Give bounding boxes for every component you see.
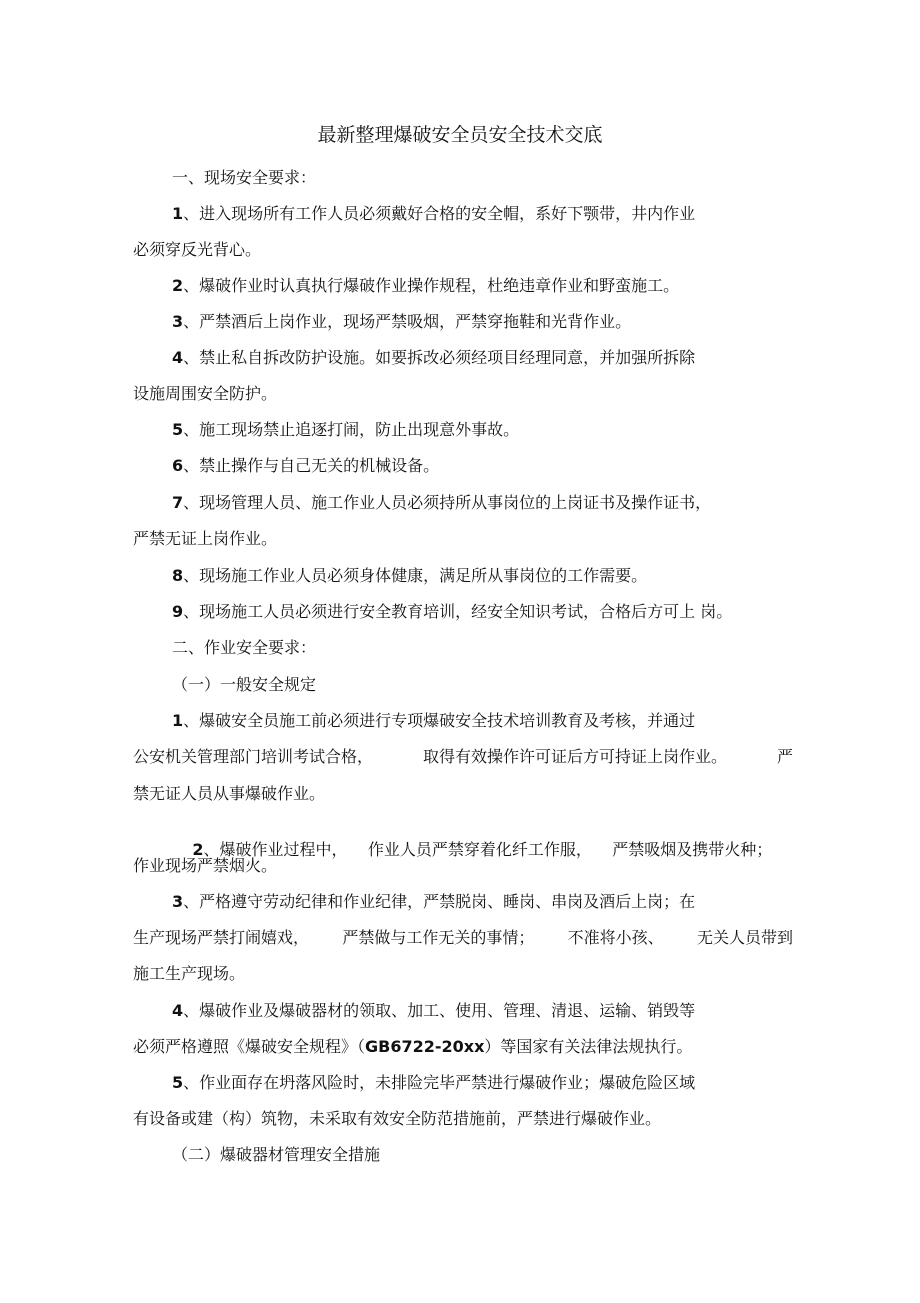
list-item: 7、现场管理人员、施工作业人员必须持所从事岗位的上岗证书及操作证书， [172, 493, 712, 512]
list-item: 3、严禁酒后上岗作业，现场严禁吸烟，严禁穿拖鞋和光背作业。 [172, 312, 632, 331]
list-item-continuation: 禁无证人员从事爆破作业。 [133, 784, 326, 803]
list-item: 5、施工现场禁止追逐打闹，防止出现意外事故。 [172, 420, 520, 439]
list-item: 1、进入现场所有工作人员必须戴好合格的安全帽，系好下颚带，井内作业 [172, 204, 696, 223]
section-heading-1: 一、现场安全要求： [172, 168, 317, 187]
list-item-continuation: 生产现场严禁打闹嬉戏， 严禁做与工作无关的事情； 不准将小孩、 无关人员带到 [133, 928, 793, 947]
list-item: 8、现场施工作业人员必须身体健康，满足所从事岗位的工作需要。 [172, 566, 648, 585]
list-item-continuation: 有设备或建（构）筑物，未采取有效安全防范措施前，严禁进行爆破作业。 [133, 1109, 662, 1128]
section-heading-2: 二、作业安全要求： [172, 638, 317, 657]
subsection-heading-2: （二）爆破器材管理安全措施 [172, 1145, 381, 1164]
list-item: 4、禁止私自拆改防护设施。如要拆改必须经项目经理同意，并加强所拆除 [172, 348, 696, 367]
list-item: 5、作业面存在坍落风险时，未排险完毕严禁进行爆破作业；爆破危险区域 [172, 1073, 696, 1092]
list-item-continuation: 公安机关管理部门培训考试合格， 取得有效操作许可证后方可持证上岗作业。 严 [133, 747, 793, 766]
list-item-continuation: 设施周围安全防护。 [133, 384, 278, 403]
list-item: 4、爆破作业及爆破器材的领取、加工、使用、管理、清退、运输、销毁等 [172, 1001, 696, 1020]
list-item: 3、严格遵守劳动纪律和作业纪律，严禁脱岗、睡岗、串岗及酒后上岗；在 [172, 892, 696, 911]
list-item: 6、禁止操作与自己无关的机械设备。 [172, 456, 440, 475]
document-title: 最新整理爆破安全员安全技术交底 [317, 124, 603, 146]
list-item-continuation: 必须穿反光背心。 [133, 240, 262, 259]
list-item-continuation: 必须严格遵照《爆破安全规程》（GB6722-20xx）等国家有关法律法规执行。 [133, 1037, 693, 1056]
list-item: 2、爆破作业过程中， 作业人员严禁穿着化纤工作服， 严禁吸烟及携带火种； [192, 840, 773, 859]
list-item-continuation: 作业现场严禁烟火。 [133, 856, 278, 875]
list-item: 9、现场施工人员必须进行安全教育培训，经安全知识考试，合格后方可上 岗。 [172, 602, 733, 621]
list-item: 1、爆破安全员施工前必须进行专项爆破安全技术培训教育及考核，并通过 [172, 711, 696, 730]
list-item-continuation: 施工生产现场。 [133, 964, 246, 983]
subsection-heading-1: （一）一般安全规定 [172, 675, 317, 694]
list-item-continuation: 严禁无证上岗作业。 [133, 529, 278, 548]
list-item: 2、爆破作业时认真执行爆破作业操作规程，杜绝违章作业和野蛮施工。 [172, 276, 680, 295]
